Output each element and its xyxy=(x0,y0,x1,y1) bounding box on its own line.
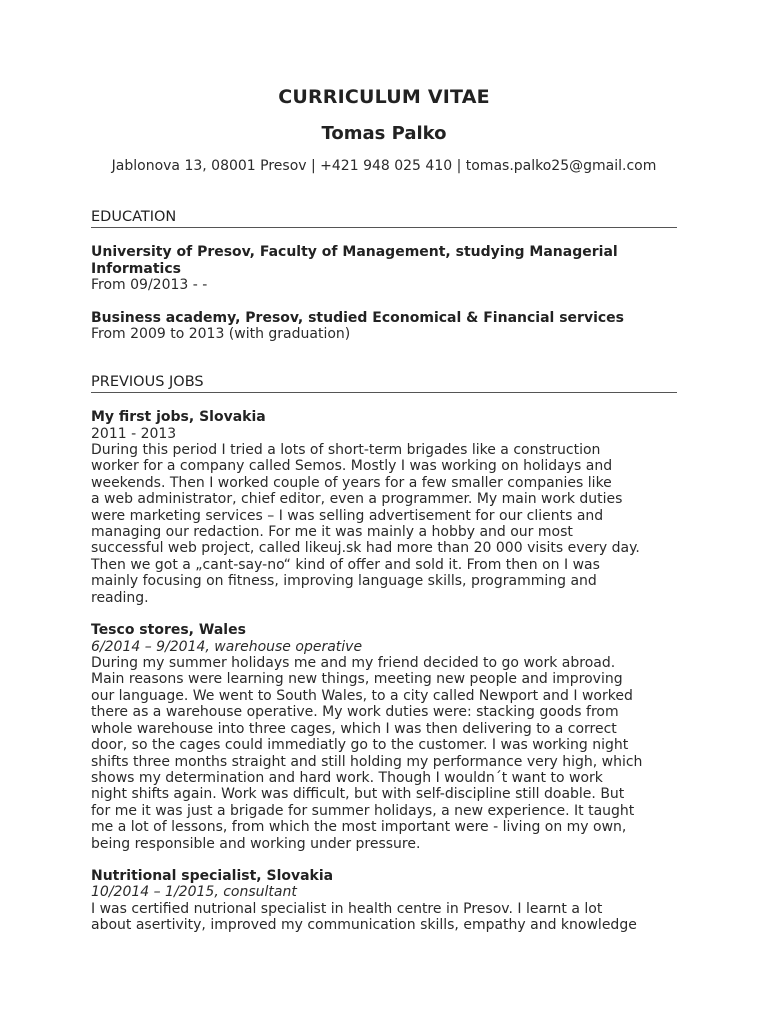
job-entry-description: During this period I tried a lots of short-term brigades like a construction worker for a company called Semos. Mostly I was working on holidays and weekends. Then I worked couple of years for a few smaller companies like a web administrator, chief editor, even a programmer. My main work duties were marketing services – I was selling advertisement for our clients and managing our redaction. For me it was mainly a hobby and our most successful web project, called likeuj.sk had more than 20 000 visits every day. Then we got a „cant-say-no“ kind of offer and sold it. From then on I was mainly focusing on fitness, improving language skills, programming and reading. xyxy=(91,442,640,606)
education-entry-title: University of Presov, Faculty of Management, studying Managerial Informatics xyxy=(91,244,618,277)
education-entry xyxy=(91,244,677,294)
job-entry-description: During my summer holidays me and my friend decided to go work abroad. Main reasons were learning new things, meeting new people and improving our language. We went to South Wales, to a city called Newport and I worked there as a warehouse operative. My work duties were: stacking goods from whole warehouse into three cages, which I was then delivering to a correct door, so the cages could immediatly go to the customer. I was working night shifts three months straight and still holding my performance very high, which shows my determination and hard work. Though I wouldn´t want to work night shifts again. Work was difficult, but with self-discipline still doable. But for me it was just a brigade for summer holidays, a new experience. It taught me a lot of lessons, from which the most important were - living on my own, being responsible and working under pressure. xyxy=(91,655,643,852)
education-section xyxy=(91,208,677,343)
education-entry-dates: From 09/2013 - - xyxy=(91,277,208,293)
job-entry-dates: 6/2014 – 9/2014, warehouse operative xyxy=(91,638,363,655)
previous-jobs-section xyxy=(91,373,677,934)
education-heading: EDUCATION xyxy=(91,208,677,228)
job-entry xyxy=(91,868,677,934)
education-entry xyxy=(91,310,677,343)
job-entry-dates: 2011 - 2013 xyxy=(91,425,177,442)
job-entry-dates: 10/2014 – 1/2015, consultant xyxy=(91,884,297,901)
job-entry-description: I was certified nutrional specialist in health centre in Presov. I learnt a lot about asertivity, improved my communication skills, empathy and knowledge xyxy=(91,900,637,934)
candidate-name: Tomas Palko xyxy=(321,123,447,144)
education-entry-title: Business academy, Presov, studied Economical & Financial services xyxy=(91,309,624,326)
job-entry-title: Nutritional specialist, Slovakia xyxy=(91,867,334,884)
job-entry xyxy=(91,409,677,606)
education-entry-dates: From 2009 to 2013 (with graduation) xyxy=(91,326,351,342)
job-entry xyxy=(91,622,677,852)
contact-line: Jablonova 13, 08001 Presov | +421 948 025 410 | tomas.palko25@gmail.com xyxy=(111,158,657,174)
document-title: CURRICULUM VITAE xyxy=(278,86,490,108)
previous-jobs-heading: PREVIOUS JOBS xyxy=(91,373,677,393)
job-entry-title: Tesco stores, Wales xyxy=(91,622,246,639)
job-entry-title: My first jobs, Slovakia xyxy=(91,409,266,425)
